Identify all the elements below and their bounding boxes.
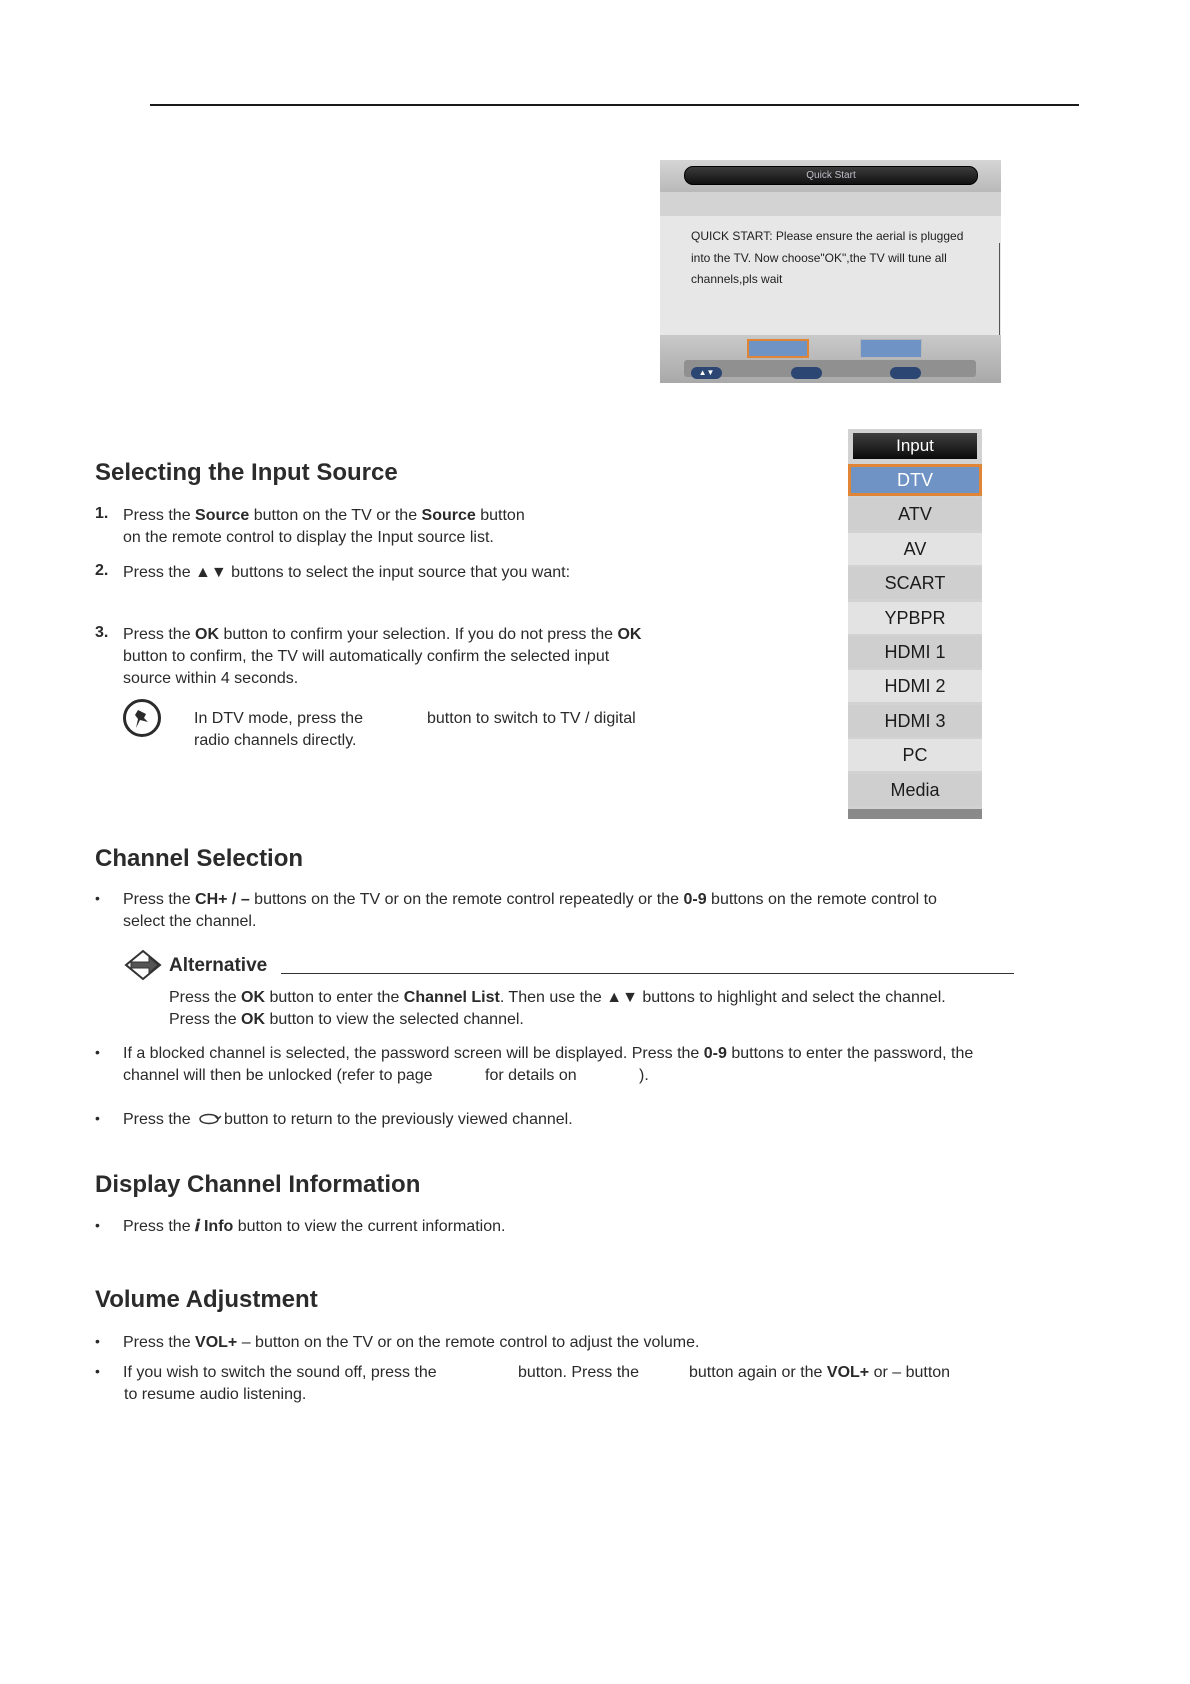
text-run: button to confirm, the TV will automatically confirm the selected input <box>123 648 610 665</box>
quick-start-band <box>660 192 1001 216</box>
volume-bullet-2a: If you wish to switch the sound off, press the <box>123 1364 437 1381</box>
step-2-text: Press the ▲▼ buttons to select the input source that you want: <box>123 564 571 581</box>
text-run: buttons on the TV or on the remote control repeatedly or the <box>249 891 684 908</box>
exit-key-icon <box>890 367 921 379</box>
quick-start-ok-button[interactable] <box>747 339 809 358</box>
ok-label: OK <box>617 626 642 643</box>
recall-icon <box>196 1109 222 1129</box>
channel-bullet-1 <box>123 889 1023 933</box>
volume-bullet-2b: button. Press the <box>518 1364 639 1381</box>
section-heading-display-info: Display Channel Information <box>95 1171 421 1198</box>
step-number: 1. <box>95 505 109 522</box>
channel-bullet-2-line2a: channel will then be unlocked (refer to page <box>123 1067 433 1084</box>
text-run: Press the <box>123 626 196 643</box>
source-label: Source <box>421 507 476 524</box>
alternative-title: Alternative <box>169 955 268 976</box>
ok-label: OK <box>241 989 266 1006</box>
info-icon: 𝒊 <box>195 1218 200 1235</box>
quick-start-title-pill <box>684 166 978 185</box>
text-run: Press the <box>123 507 196 524</box>
channel-bullet-2-line2c: ). <box>639 1067 649 1084</box>
input-menu-header <box>853 433 977 459</box>
source-label: Source <box>195 507 250 524</box>
text-run: button to confirm your selection. If you do not press the <box>219 626 618 643</box>
note-line-1b: button to switch to TV / digital <box>427 710 636 727</box>
bullet: • <box>95 1217 100 1233</box>
text-run: button to view the selected channel. <box>265 1011 524 1028</box>
text-run: on the remote control to display the Input source list. <box>123 529 494 546</box>
step-number: 3. <box>95 624 109 641</box>
text-run: button again or the <box>689 1364 827 1381</box>
quick-start-message-line: channels,pls wait <box>691 272 783 286</box>
quick-start-message-line: QUICK START: Please ensure the aerial is plugged <box>691 229 964 243</box>
note-line-1a: In DTV mode, press the <box>194 710 363 727</box>
input-source-item[interactable]: DTV <box>848 464 982 496</box>
volume-bullet-2c <box>689 1362 950 1384</box>
step-3-text <box>123 624 641 690</box>
text-run: Press the <box>169 1011 242 1028</box>
quick-start-key-bar <box>684 360 976 377</box>
bullet: • <box>95 1363 100 1379</box>
channel-list-label: Channel List <box>403 989 500 1006</box>
quick-start-divider <box>999 243 1000 340</box>
bullet: • <box>95 1110 100 1126</box>
input-source-item[interactable]: AV <box>848 533 982 565</box>
ok-label: OK <box>195 626 220 643</box>
ok-label: OK <box>241 1011 266 1028</box>
text-run: buttons on the remote control to <box>706 891 937 908</box>
channel-bullet-3b: button to return to the previously viewed channel. <box>224 1111 573 1128</box>
section-heading-volume: Volume Adjustment <box>95 1286 318 1313</box>
input-source-item[interactable]: ATV <box>848 498 982 530</box>
ok-key-icon <box>791 367 822 379</box>
alternative-arrow-icon <box>123 948 163 982</box>
input-source-item[interactable]: PC <box>848 739 982 771</box>
input-source-item[interactable]: SCART <box>848 567 982 599</box>
text-run: Press the <box>123 1334 196 1351</box>
text-run: Press the <box>169 989 242 1006</box>
input-source-item[interactable]: Media <box>848 774 982 806</box>
display-info-bullet <box>123 1216 505 1238</box>
bullet: • <box>95 1044 100 1060</box>
nav-key-icon <box>691 367 722 379</box>
input-source-item[interactable]: YPBPR <box>848 602 982 634</box>
channel-bullet-3a: Press the <box>123 1111 191 1128</box>
section-heading-channel-selection: Channel Selection <box>95 845 304 872</box>
input-source-menu <box>848 429 982 819</box>
quick-start-message-line: into the TV. Now choose"OK",the TV will tune all <box>691 250 947 265</box>
quick-start-dialog <box>660 160 1001 383</box>
alternative-rule <box>281 973 1014 974</box>
input-menu-footer <box>848 809 982 819</box>
text-run: or – button <box>869 1364 951 1381</box>
note-pin-icon <box>123 699 161 737</box>
text-run: – button on the TV or on the remote control to adjust the volume. <box>237 1334 700 1351</box>
channel-bullet-2 <box>123 1043 1043 1065</box>
header-rule <box>150 104 1079 106</box>
step-1-text <box>123 505 525 549</box>
text-run: button to enter the <box>265 989 404 1006</box>
digits-label: 0-9 <box>683 891 707 908</box>
input-menu-title: Input <box>896 436 934 455</box>
note-line-2: radio channels directly. <box>194 732 357 749</box>
input-source-item[interactable]: HDMI 2 <box>848 670 982 702</box>
input-source-item[interactable]: HDMI 1 <box>848 636 982 668</box>
nav-key-glyph: ▲▼ <box>698 368 715 377</box>
text-run: button on the TV or the <box>249 507 422 524</box>
quick-start-message <box>691 226 996 291</box>
bullet: • <box>95 890 100 906</box>
quick-start-cancel-button[interactable] <box>860 339 922 358</box>
digits-label: 0-9 <box>703 1045 727 1062</box>
vol-label: VOL+ <box>826 1364 870 1381</box>
text-run: Press the <box>123 1218 196 1235</box>
text-run: If a blocked channel is selected, the password screen will be displayed. Press the <box>123 1045 704 1062</box>
bullet: • <box>95 1333 100 1349</box>
ch-label: CH+ / – <box>195 891 250 908</box>
text-run: button to view the current information. <box>233 1218 506 1235</box>
input-source-list <box>848 464 982 808</box>
input-source-item[interactable]: HDMI 3 <box>848 705 982 737</box>
text-run: source within 4 seconds. <box>123 670 299 687</box>
quick-start-title: Quick Start <box>806 170 856 181</box>
text-run: select the channel. <box>123 913 257 930</box>
quick-start-titlebar <box>660 160 1001 192</box>
text-run: . Then use the ▲▼ buttons to highlight and select the channel. <box>499 989 946 1006</box>
section-heading-input-source: Selecting the Input Source <box>95 459 398 486</box>
volume-bullet-2-line2: to resume audio listening. <box>124 1386 307 1403</box>
info-label: Info <box>203 1218 234 1235</box>
text-run: buttons to enter the password, the <box>726 1045 974 1062</box>
volume-bullet-1 <box>123 1332 699 1354</box>
vol-label: VOL+ <box>195 1334 238 1351</box>
channel-bullet-2-line2b: for details on <box>485 1067 577 1084</box>
text-run: Press the <box>123 891 196 908</box>
text-run: button <box>475 507 525 524</box>
step-number: 2. <box>95 562 109 579</box>
alternative-text <box>169 987 1029 1031</box>
